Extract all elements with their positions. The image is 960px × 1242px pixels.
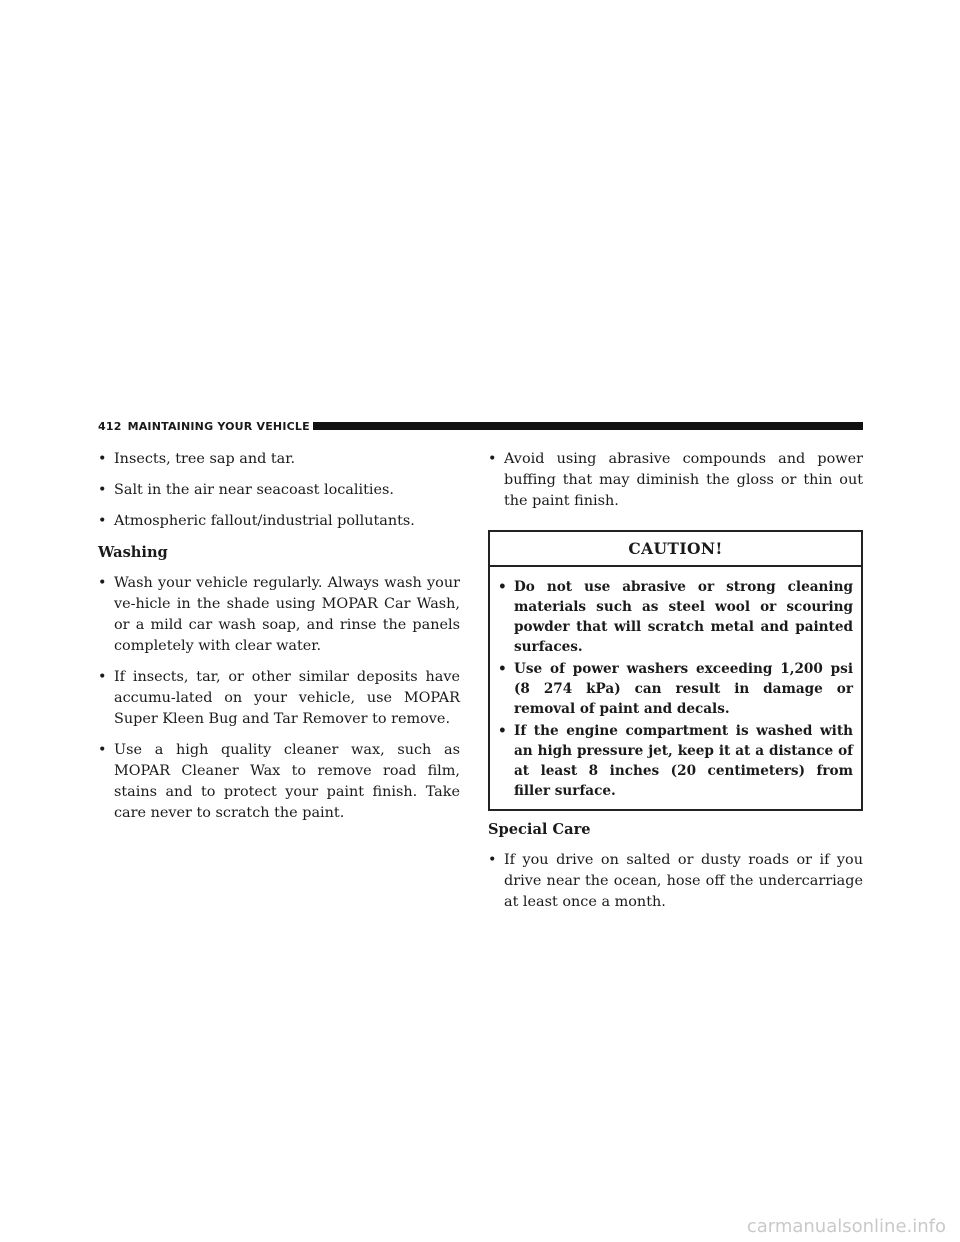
bullet-icon: • [488, 451, 497, 467]
caution-item: • Do not use abrasive or strong cleaning materials such as steel wool or scouring powder that will scratch metal and painted surfaces. [498, 579, 853, 655]
bullet-icon: • [98, 451, 107, 467]
list-item: • If insects, tar, or other similar deposits have accumu-lated on your vehicle, use MOPAR Super Kleen Bug and Tar Remover to remove. [98, 669, 460, 727]
list-item: • Use a high quality cleaner wax, such as MOPAR Cleaner Wax to remove road film, stains and to protect your paint finish. Take care never to scratch the paint. [98, 742, 460, 821]
caution-title: CAUTION! [490, 532, 861, 567]
bullet-icon: • [498, 723, 507, 739]
section-title: MAINTAINING YOUR VEHICLE [127, 420, 310, 433]
watermark-link[interactable]: carmanualsonline.info [746, 1216, 946, 1237]
page-header [98, 419, 863, 435]
bullet-icon: • [98, 513, 107, 529]
list-item: • Insects, tree sap and tar. [98, 449, 460, 470]
bullet-icon: • [98, 742, 107, 758]
bullet-icon: • [98, 575, 107, 591]
special-care-heading: Special Care [488, 821, 591, 838]
header-label [98, 419, 310, 434]
bullet-icon: • [98, 669, 107, 685]
list-item: • Atmospheric fallout/industrial pollutants. [98, 511, 460, 532]
list-item: • Avoid using abrasive compounds and power buffing that may diminish the gloss or thin out the paint finish. [488, 451, 863, 509]
caution-item: • If the engine compartment is washed with an high pressure jet, keep it at a distance of at least 8 inches (20 centimeters) from filler surface. [498, 723, 853, 799]
bullet-icon: • [498, 579, 507, 595]
right-column [488, 449, 863, 923]
list-item: • If you drive on salted or dusty roads or if you drive near the ocean, hose off the undercarriage at least once a month. [488, 852, 863, 910]
caution-body [490, 567, 861, 809]
list-item: • Salt in the air near seacoast localities. [98, 480, 460, 501]
caution-item: • Use of power washers exceeding 1,200 psi (8 274 kPa) can result in damage or removal of paint and decals. [498, 661, 853, 717]
bullet-icon: • [98, 482, 107, 498]
bullet-icon: • [498, 661, 507, 677]
list-item: • Wash your vehicle regularly. Always wash your ve-hicle in the shade using MOPAR Car Wash, or a mild car wash soap, and rinse the panels completely with clear water. [98, 575, 460, 654]
header-rule [313, 422, 863, 430]
bullet-icon: • [488, 852, 497, 868]
caution-box [488, 530, 863, 811]
page-number: 412 [98, 420, 122, 433]
left-column [98, 449, 460, 834]
washing-heading: Washing [98, 544, 168, 561]
